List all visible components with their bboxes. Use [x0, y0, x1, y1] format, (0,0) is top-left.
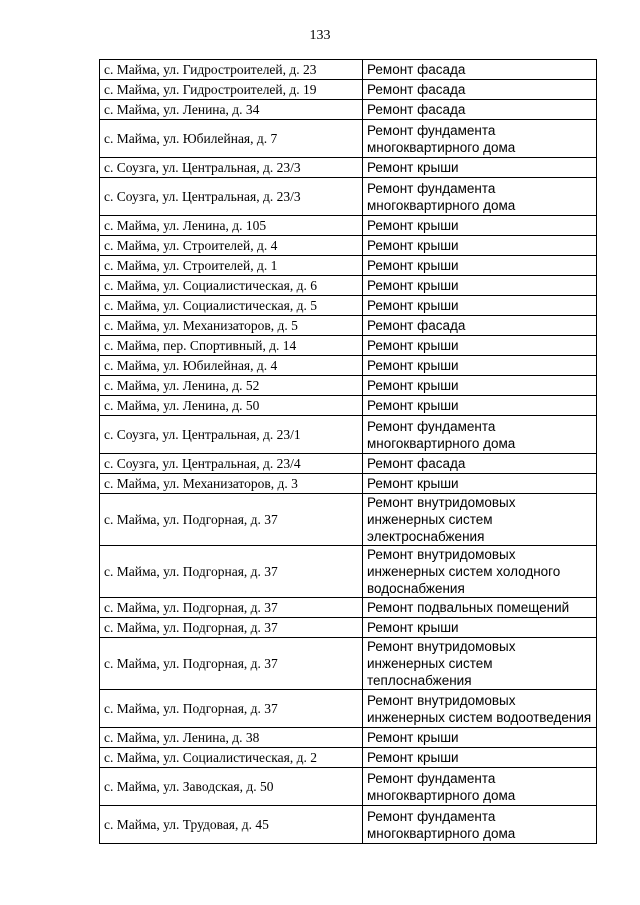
work-type-cell: Ремонт крыши — [363, 236, 597, 256]
address-cell: с. Майма, ул. Подгорная, д. 37 — [100, 546, 363, 598]
work-type-cell: Ремонт крыши — [363, 376, 597, 396]
table-row — [100, 806, 597, 844]
work-type-cell: Ремонт крыши — [363, 728, 597, 748]
table-row — [100, 376, 597, 396]
table-row — [100, 728, 597, 748]
table-row — [100, 60, 597, 80]
work-type-cell: Ремонт крыши — [363, 396, 597, 416]
table-row — [100, 618, 597, 638]
address-cell: с. Майма, ул. Строителей, д. 1 — [100, 256, 363, 276]
address-cell: с. Соузга, ул. Центральная, д. 23/3 — [100, 158, 363, 178]
table-row — [100, 100, 597, 120]
work-type-cell: Ремонт крыши — [363, 336, 597, 356]
table-row — [100, 598, 597, 618]
work-type-cell: Ремонт крыши — [363, 256, 597, 276]
work-type-cell: Ремонт фасада — [363, 100, 597, 120]
table-row — [100, 316, 597, 336]
work-type-cell: Ремонт подвальных помещений — [363, 598, 597, 618]
table-row — [100, 638, 597, 690]
address-cell: с. Майма, ул. Ленина, д. 38 — [100, 728, 363, 748]
table-row — [100, 768, 597, 806]
address-cell: с. Майма, ул. Ленина, д. 34 — [100, 100, 363, 120]
address-cell: с. Майма, ул. Подгорная, д. 37 — [100, 690, 363, 728]
work-type-cell: Ремонт фасада — [363, 60, 597, 80]
address-cell: с. Соузга, ул. Центральная, д. 23/1 — [100, 416, 363, 454]
work-type-cell: Ремонт крыши — [363, 356, 597, 376]
table-row — [100, 356, 597, 376]
work-type-cell: Ремонт фундамента многоквартирного дома — [363, 768, 597, 806]
work-type-cell: Ремонт крыши — [363, 216, 597, 236]
table-row — [100, 416, 597, 454]
address-cell: с. Майма, пер. Спортивный, д. 14 — [100, 336, 363, 356]
address-cell: с. Майма, ул. Социалистическая, д. 2 — [100, 748, 363, 768]
table-row — [100, 454, 597, 474]
address-cell: с. Майма, ул. Социалистическая, д. 5 — [100, 296, 363, 316]
work-type-cell: Ремонт фундамента многоквартирного дома — [363, 806, 597, 844]
address-cell: с. Майма, ул. Ленина, д. 105 — [100, 216, 363, 236]
work-type-cell: Ремонт внутридомовых инженерных систем холодного водоснабжения — [363, 546, 597, 598]
work-type-cell: Ремонт фасада — [363, 80, 597, 100]
table-row — [100, 216, 597, 236]
table-body — [100, 60, 597, 844]
work-type-cell: Ремонт внутридомовых инженерных систем электроснабжения — [363, 494, 597, 546]
address-cell: с. Майма, ул. Заводская, д. 50 — [100, 768, 363, 806]
table-row — [100, 120, 597, 158]
work-type-cell: Ремонт фундамента многоквартирного дома — [363, 120, 597, 158]
work-type-cell: Ремонт внутридомовых инженерных систем водоотведения — [363, 690, 597, 728]
address-cell: с. Соузга, ул. Центральная, д. 23/4 — [100, 454, 363, 474]
table-row — [100, 276, 597, 296]
address-cell: с. Соузга, ул. Центральная, д. 23/3 — [100, 178, 363, 216]
table-row — [100, 748, 597, 768]
table-row — [100, 256, 597, 276]
table-row — [100, 474, 597, 494]
page-number: 133 — [309, 28, 331, 43]
address-cell: с. Майма, ул. Юбилейная, д. 7 — [100, 120, 363, 158]
table-row — [100, 396, 597, 416]
address-cell: с. Майма, ул. Гидростроителей, д. 23 — [100, 60, 363, 80]
work-type-cell: Ремонт фасада — [363, 454, 597, 474]
address-cell: с. Майма, ул. Гидростроителей, д. 19 — [100, 80, 363, 100]
table-row — [100, 178, 597, 216]
table-row — [100, 336, 597, 356]
address-cell: с. Майма, ул. Социалистическая, д. 6 — [100, 276, 363, 296]
work-type-cell: Ремонт крыши — [363, 158, 597, 178]
work-type-cell: Ремонт крыши — [363, 474, 597, 494]
work-type-cell: Ремонт фасада — [363, 316, 597, 336]
work-type-cell: Ремонт фундамента многоквартирного дома — [363, 178, 597, 216]
table-row — [100, 690, 597, 728]
address-cell: с. Майма, ул. Подгорная, д. 37 — [100, 494, 363, 546]
work-type-cell: Ремонт фундамента многоквартирного дома — [363, 416, 597, 454]
address-cell: с. Майма, ул. Подгорная, д. 37 — [100, 618, 363, 638]
table-row — [100, 296, 597, 316]
work-type-cell: Ремонт внутридомовых инженерных систем теплоснабжения — [363, 638, 597, 690]
address-cell: с. Майма, ул. Подгорная, д. 37 — [100, 598, 363, 618]
address-cell: с. Майма, ул. Ленина, д. 52 — [100, 376, 363, 396]
address-cell: с. Майма, ул. Подгорная, д. 37 — [100, 638, 363, 690]
address-cell: с. Майма, ул. Ленина, д. 50 — [100, 396, 363, 416]
work-type-cell: Ремонт крыши — [363, 748, 597, 768]
table-row — [100, 236, 597, 256]
address-cell: с. Майма, ул. Юбилейная, д. 4 — [100, 356, 363, 376]
table-row — [100, 546, 597, 598]
repair-table — [99, 59, 597, 844]
address-cell: с. Майма, ул. Механизаторов, д. 3 — [100, 474, 363, 494]
table-row — [100, 494, 597, 546]
address-cell: с. Майма, ул. Механизаторов, д. 5 — [100, 316, 363, 336]
table-row — [100, 80, 597, 100]
work-type-cell: Ремонт крыши — [363, 276, 597, 296]
address-cell: с. Майма, ул. Строителей, д. 4 — [100, 236, 363, 256]
work-type-cell: Ремонт крыши — [363, 296, 597, 316]
work-type-cell: Ремонт крыши — [363, 618, 597, 638]
table-row — [100, 158, 597, 178]
address-cell: с. Майма, ул. Трудовая, д. 45 — [100, 806, 363, 844]
